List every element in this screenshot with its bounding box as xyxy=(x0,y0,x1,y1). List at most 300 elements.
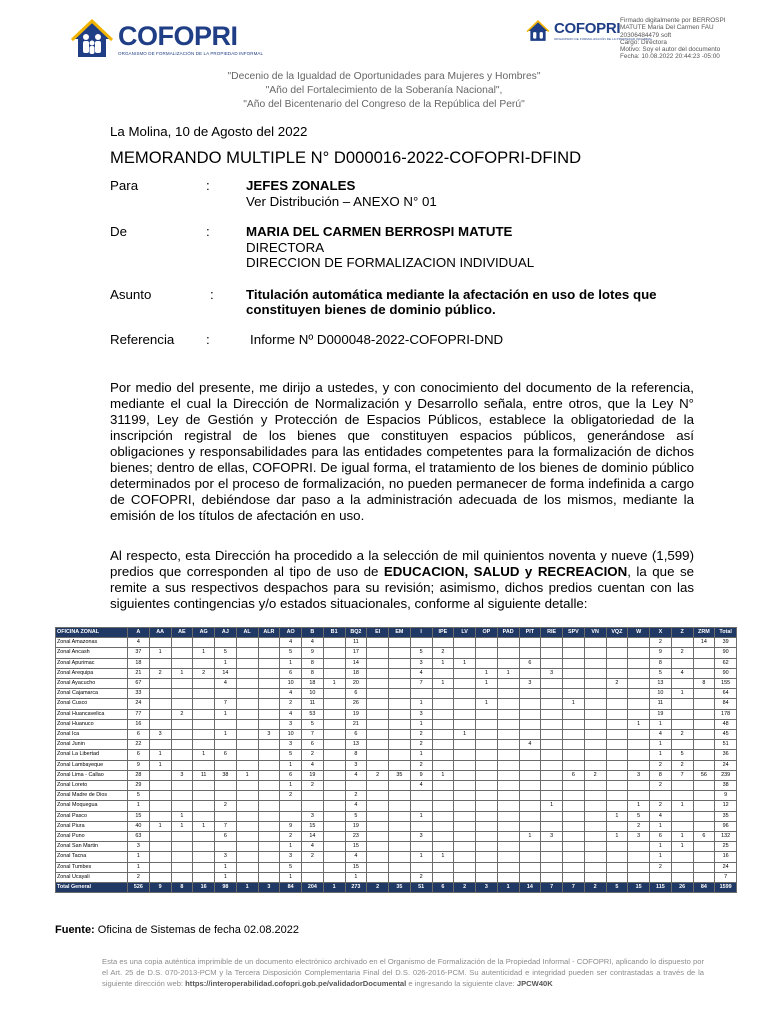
column-header: SPV xyxy=(563,628,585,638)
count-cell xyxy=(563,842,585,852)
count-cell xyxy=(693,668,715,678)
count-cell xyxy=(149,832,171,842)
count-cell xyxy=(454,852,476,862)
count-cell xyxy=(606,719,628,729)
count-cell: 18 xyxy=(128,658,150,668)
column-header: AA xyxy=(149,628,171,638)
count-cell xyxy=(193,730,215,740)
count-cell xyxy=(367,648,389,658)
count-cell xyxy=(171,699,193,709)
count-cell: 2 xyxy=(280,832,302,842)
zona-name-cell: Zonal Loreto xyxy=(56,781,128,791)
table-row xyxy=(56,709,737,719)
count-cell: 11 xyxy=(345,638,367,648)
count-cell: 2 xyxy=(345,791,367,801)
count-cell xyxy=(389,842,411,852)
count-cell xyxy=(432,699,454,709)
count-cell xyxy=(323,781,345,791)
count-cell xyxy=(497,638,519,648)
count-cell xyxy=(171,760,193,770)
count-cell xyxy=(454,811,476,821)
count-cell xyxy=(563,730,585,740)
count-cell: 4 xyxy=(215,679,237,689)
count-cell: 1 xyxy=(650,852,672,862)
count-cell: 1 xyxy=(215,730,237,740)
count-cell: 4 xyxy=(650,811,672,821)
count-cell xyxy=(215,842,237,852)
column-header: AE xyxy=(171,628,193,638)
count-cell: 4 xyxy=(280,709,302,719)
count-cell: 9 xyxy=(650,648,672,658)
count-cell xyxy=(367,638,389,648)
total-label-cell: Total General xyxy=(56,883,128,893)
count-cell xyxy=(454,872,476,882)
table-row xyxy=(56,689,737,699)
referencia-label: Referencia xyxy=(110,332,175,347)
count-cell xyxy=(541,689,563,699)
count-cell xyxy=(432,730,454,740)
count-cell xyxy=(519,648,541,658)
total-count-cell: 35 xyxy=(389,883,411,893)
count-cell xyxy=(693,872,715,882)
count-cell xyxy=(606,689,628,699)
total-count-cell: 98 xyxy=(215,883,237,893)
total-count-cell: 2 xyxy=(454,883,476,893)
column-header: ZRM xyxy=(693,628,715,638)
count-cell xyxy=(606,781,628,791)
count-cell xyxy=(215,638,237,648)
count-cell xyxy=(541,719,563,729)
count-cell: 2 xyxy=(650,781,672,791)
count-cell: 5 xyxy=(280,648,302,658)
column-header: BQ2 xyxy=(345,628,367,638)
count-cell xyxy=(606,852,628,862)
count-cell xyxy=(236,872,258,882)
asunto-colon: : xyxy=(210,287,214,302)
total-count-cell: 204 xyxy=(302,883,324,893)
count-cell: 1 xyxy=(410,852,432,862)
count-cell xyxy=(258,821,280,831)
zona-name-cell: Zonal Amazonas xyxy=(56,638,128,648)
count-cell xyxy=(628,872,650,882)
count-cell xyxy=(367,872,389,882)
count-cell xyxy=(476,740,498,750)
count-cell: 1 xyxy=(671,689,693,699)
count-cell xyxy=(628,658,650,668)
para-colon: : xyxy=(206,178,210,193)
count-cell xyxy=(497,740,519,750)
count-cell xyxy=(149,638,171,648)
table-row xyxy=(56,832,737,842)
table-header-row xyxy=(56,628,737,638)
count-cell: 6 xyxy=(693,832,715,842)
count-cell xyxy=(323,668,345,678)
count-cell xyxy=(541,638,563,648)
count-cell: 3 xyxy=(628,770,650,780)
count-cell xyxy=(258,832,280,842)
count-cell xyxy=(149,770,171,780)
count-cell xyxy=(193,740,215,750)
count-cell xyxy=(236,791,258,801)
count-cell xyxy=(323,658,345,668)
count-cell: 3 xyxy=(280,852,302,862)
total-count-cell: 15 xyxy=(628,883,650,893)
count-cell xyxy=(563,852,585,862)
count-cell xyxy=(389,801,411,811)
count-cell xyxy=(671,811,693,821)
count-cell xyxy=(454,781,476,791)
count-cell: 14 xyxy=(693,638,715,648)
count-cell xyxy=(389,699,411,709)
count-cell xyxy=(628,852,650,862)
count-cell: 4 xyxy=(128,638,150,648)
total-count-cell: 1599 xyxy=(715,883,737,893)
count-cell xyxy=(367,719,389,729)
count-cell xyxy=(584,872,606,882)
count-cell: 1 xyxy=(410,811,432,821)
table-row xyxy=(56,842,737,852)
count-cell: 1 xyxy=(410,719,432,729)
count-cell xyxy=(410,638,432,648)
count-cell: 3 xyxy=(345,760,367,770)
table-row xyxy=(56,811,737,821)
count-cell xyxy=(606,740,628,750)
footer-text: Esta es una copia auténtica imprimible de un documento electrónico archivado en el Organismo de Formalización de la Propiedad Informal - COFOPRI, aplicando lo dispuesto por el Art. 25 de D.S. 070-2013-PCM y la Tercera Disposición Complementaria Final del D.S. 026-2016-PCM. Su autenticidad e integridad pueden ser contrastadas a través de la siguiente dirección web: xyxy=(102,957,704,988)
count-cell xyxy=(584,719,606,729)
zona-name-cell: Zonal Cusco xyxy=(56,699,128,709)
count-cell: 2 xyxy=(584,770,606,780)
count-cell xyxy=(323,760,345,770)
count-cell: 2 xyxy=(650,760,672,770)
count-cell xyxy=(497,689,519,699)
count-cell xyxy=(519,811,541,821)
count-cell xyxy=(171,679,193,689)
total-count-cell: 5 xyxy=(606,883,628,893)
count-cell: 15 xyxy=(302,821,324,831)
count-cell xyxy=(193,689,215,699)
count-cell xyxy=(519,719,541,729)
signature-line: Cargo: Directora xyxy=(620,38,667,46)
count-cell xyxy=(389,638,411,648)
count-cell xyxy=(193,679,215,689)
count-cell xyxy=(193,811,215,821)
count-cell xyxy=(323,801,345,811)
count-cell xyxy=(671,862,693,872)
count-cell: 4 xyxy=(410,781,432,791)
total-count-cell: 2 xyxy=(367,883,389,893)
zona-name-cell: Zonal Piura xyxy=(56,821,128,831)
count-cell: 13 xyxy=(345,740,367,750)
count-cell xyxy=(541,730,563,740)
count-cell: 1 xyxy=(650,842,672,852)
count-cell: 3 xyxy=(149,730,171,740)
count-cell: 3 xyxy=(302,811,324,821)
count-cell xyxy=(693,781,715,791)
count-cell xyxy=(302,862,324,872)
count-cell xyxy=(432,862,454,872)
count-cell xyxy=(584,842,606,852)
total-count-cell: 14 xyxy=(519,883,541,893)
count-cell xyxy=(476,781,498,791)
count-cell: 1 xyxy=(650,740,672,750)
count-cell xyxy=(606,862,628,872)
count-cell: 56 xyxy=(693,770,715,780)
count-cell xyxy=(258,842,280,852)
count-cell xyxy=(410,791,432,801)
count-cell xyxy=(149,689,171,699)
count-cell: 8 xyxy=(345,750,367,760)
count-cell xyxy=(236,709,258,719)
zona-name-cell: Zonal Moquegua xyxy=(56,801,128,811)
contingencias-table xyxy=(55,627,737,893)
count-cell: 6 xyxy=(215,832,237,842)
referencia-colon: : xyxy=(206,332,210,347)
column-header: AG xyxy=(193,628,215,638)
document-date: La Molina, 10 de Agosto del 2022 xyxy=(110,124,308,139)
count-cell xyxy=(367,791,389,801)
count-cell: 9 xyxy=(715,791,737,801)
count-cell xyxy=(671,719,693,729)
count-cell xyxy=(671,740,693,750)
count-cell xyxy=(541,648,563,658)
count-cell xyxy=(236,750,258,760)
de-name: MARIA DEL CARMEN BERROSPI MATUTE xyxy=(246,224,513,239)
count-cell xyxy=(563,648,585,658)
count-cell: 25 xyxy=(715,842,737,852)
count-cell xyxy=(606,872,628,882)
count-cell xyxy=(671,709,693,719)
zona-name-cell: Zonal Huanuco xyxy=(56,719,128,729)
count-cell xyxy=(584,750,606,760)
count-cell: 1 xyxy=(628,801,650,811)
count-cell xyxy=(606,770,628,780)
table-total-row xyxy=(56,883,737,893)
count-cell xyxy=(650,872,672,882)
count-cell: 20 xyxy=(345,679,367,689)
count-cell: 2 xyxy=(671,648,693,658)
count-cell xyxy=(258,872,280,882)
count-cell xyxy=(432,760,454,770)
count-cell: 3 xyxy=(410,658,432,668)
count-cell: 9 xyxy=(128,760,150,770)
count-cell xyxy=(693,750,715,760)
column-header: AL xyxy=(236,628,258,638)
count-cell: 16 xyxy=(715,852,737,862)
count-cell: 2 xyxy=(215,801,237,811)
count-cell: 1 xyxy=(345,872,367,882)
count-cell: 29 xyxy=(128,781,150,791)
count-cell: 35 xyxy=(715,811,737,821)
count-cell xyxy=(323,638,345,648)
count-cell xyxy=(519,791,541,801)
count-cell xyxy=(606,638,628,648)
digital-signature xyxy=(620,17,768,61)
count-cell: 2 xyxy=(280,791,302,801)
count-cell xyxy=(215,781,237,791)
count-cell xyxy=(693,801,715,811)
count-cell xyxy=(693,852,715,862)
table-row xyxy=(56,852,737,862)
count-cell xyxy=(584,689,606,699)
count-cell: 1 xyxy=(606,832,628,842)
count-cell xyxy=(389,852,411,862)
referencia-value: Informe Nº D000048-2022-COFOPRI-DND xyxy=(250,332,504,347)
count-cell xyxy=(258,781,280,791)
count-cell: 1 xyxy=(280,658,302,668)
count-cell xyxy=(541,842,563,852)
count-cell: 6 xyxy=(215,750,237,760)
column-header: VQZ xyxy=(606,628,628,638)
count-cell xyxy=(236,648,258,658)
count-cell xyxy=(280,801,302,811)
count-cell xyxy=(410,862,432,872)
count-cell xyxy=(193,760,215,770)
count-cell xyxy=(389,750,411,760)
count-cell xyxy=(193,842,215,852)
count-cell xyxy=(367,862,389,872)
count-cell: 1 xyxy=(628,719,650,729)
count-cell xyxy=(258,770,280,780)
signature-line: 20306484479 soft xyxy=(620,31,672,39)
count-cell: 1 xyxy=(432,770,454,780)
count-cell xyxy=(563,832,585,842)
count-cell: 2 xyxy=(128,872,150,882)
count-cell: 11 xyxy=(302,699,324,709)
count-cell xyxy=(519,689,541,699)
column-header: AO xyxy=(280,628,302,638)
count-cell: 18 xyxy=(345,668,367,678)
body-paragraph-2 xyxy=(110,548,694,612)
count-cell xyxy=(497,719,519,729)
count-cell: 4 xyxy=(345,852,367,862)
count-cell xyxy=(584,699,606,709)
count-cell: 96 xyxy=(715,821,737,831)
count-cell xyxy=(236,730,258,740)
count-cell xyxy=(258,801,280,811)
count-cell: 4 xyxy=(302,842,324,852)
count-cell xyxy=(258,709,280,719)
count-cell xyxy=(671,638,693,648)
footer-mid: e ingresando la siguiente clave: xyxy=(406,979,517,988)
count-cell xyxy=(367,760,389,770)
count-cell xyxy=(367,811,389,821)
total-count-cell: 6 xyxy=(432,883,454,893)
count-cell: 1 xyxy=(671,801,693,811)
count-cell xyxy=(432,801,454,811)
count-cell xyxy=(432,832,454,842)
count-cell xyxy=(193,781,215,791)
count-cell xyxy=(519,750,541,760)
count-cell xyxy=(149,801,171,811)
count-cell xyxy=(389,648,411,658)
table-row xyxy=(56,730,737,740)
count-cell: 1 xyxy=(215,658,237,668)
count-cell: 4 xyxy=(302,638,324,648)
count-cell xyxy=(563,821,585,831)
count-cell: 5 xyxy=(345,811,367,821)
count-cell xyxy=(606,842,628,852)
count-cell xyxy=(454,750,476,760)
count-cell: 1 xyxy=(497,668,519,678)
count-cell: 5 xyxy=(410,648,432,658)
de-colon: : xyxy=(206,224,210,239)
count-cell: 1 xyxy=(149,750,171,760)
count-cell xyxy=(541,658,563,668)
count-cell xyxy=(432,638,454,648)
signature-line: MATUTE Maria Del Carmen FAU xyxy=(620,24,714,32)
total-count-cell: 9 xyxy=(149,883,171,893)
count-cell xyxy=(541,821,563,831)
count-cell xyxy=(171,842,193,852)
count-cell xyxy=(693,730,715,740)
count-cell xyxy=(258,668,280,678)
count-cell: 1 xyxy=(410,750,432,760)
logo-text: COFOPRI xyxy=(118,20,238,51)
count-cell xyxy=(563,791,585,801)
count-cell: 5 xyxy=(280,750,302,760)
count-cell: 2 xyxy=(410,760,432,770)
count-cell xyxy=(236,781,258,791)
count-cell xyxy=(302,872,324,882)
count-cell xyxy=(367,679,389,689)
column-header: RIE xyxy=(541,628,563,638)
count-cell xyxy=(258,791,280,801)
count-cell xyxy=(367,821,389,831)
count-cell: 2 xyxy=(410,730,432,740)
count-cell: 132 xyxy=(715,832,737,842)
count-cell: 67 xyxy=(128,679,150,689)
count-cell xyxy=(476,852,498,862)
count-cell xyxy=(476,832,498,842)
count-cell xyxy=(410,821,432,831)
count-cell: 38 xyxy=(715,781,737,791)
zona-name-cell: Zonal Ancash xyxy=(56,648,128,658)
count-cell xyxy=(476,801,498,811)
count-cell xyxy=(628,750,650,760)
count-cell xyxy=(606,760,628,770)
table-row xyxy=(56,821,737,831)
count-cell xyxy=(476,821,498,831)
count-cell xyxy=(454,801,476,811)
fuente-line xyxy=(55,924,299,936)
count-cell xyxy=(454,791,476,801)
count-cell xyxy=(606,699,628,709)
count-cell xyxy=(671,852,693,862)
validation-url-link[interactable]: https://interoperabilidad.cofopri.gob.pe/validadorDocumental xyxy=(185,979,407,988)
count-cell xyxy=(584,709,606,719)
total-count-cell: 7 xyxy=(563,883,585,893)
count-cell: 11 xyxy=(193,770,215,780)
column-header: VN xyxy=(584,628,606,638)
count-cell: 4 xyxy=(280,689,302,699)
count-cell xyxy=(541,770,563,780)
count-cell: 7 xyxy=(715,872,737,882)
count-cell: 4 xyxy=(650,730,672,740)
count-cell xyxy=(367,750,389,760)
count-cell xyxy=(541,740,563,750)
count-cell: 19 xyxy=(345,709,367,719)
count-cell: 5 xyxy=(280,862,302,872)
count-cell xyxy=(497,872,519,882)
count-cell: 1 xyxy=(215,709,237,719)
count-cell xyxy=(410,801,432,811)
count-cell xyxy=(236,821,258,831)
count-cell: 19 xyxy=(302,770,324,780)
count-cell: 10 xyxy=(302,689,324,699)
memo-title: MEMORANDO MULTIPLE N° D000016-2022-COFOPRI-DFIND xyxy=(110,148,582,167)
count-cell xyxy=(693,719,715,729)
count-cell xyxy=(541,699,563,709)
